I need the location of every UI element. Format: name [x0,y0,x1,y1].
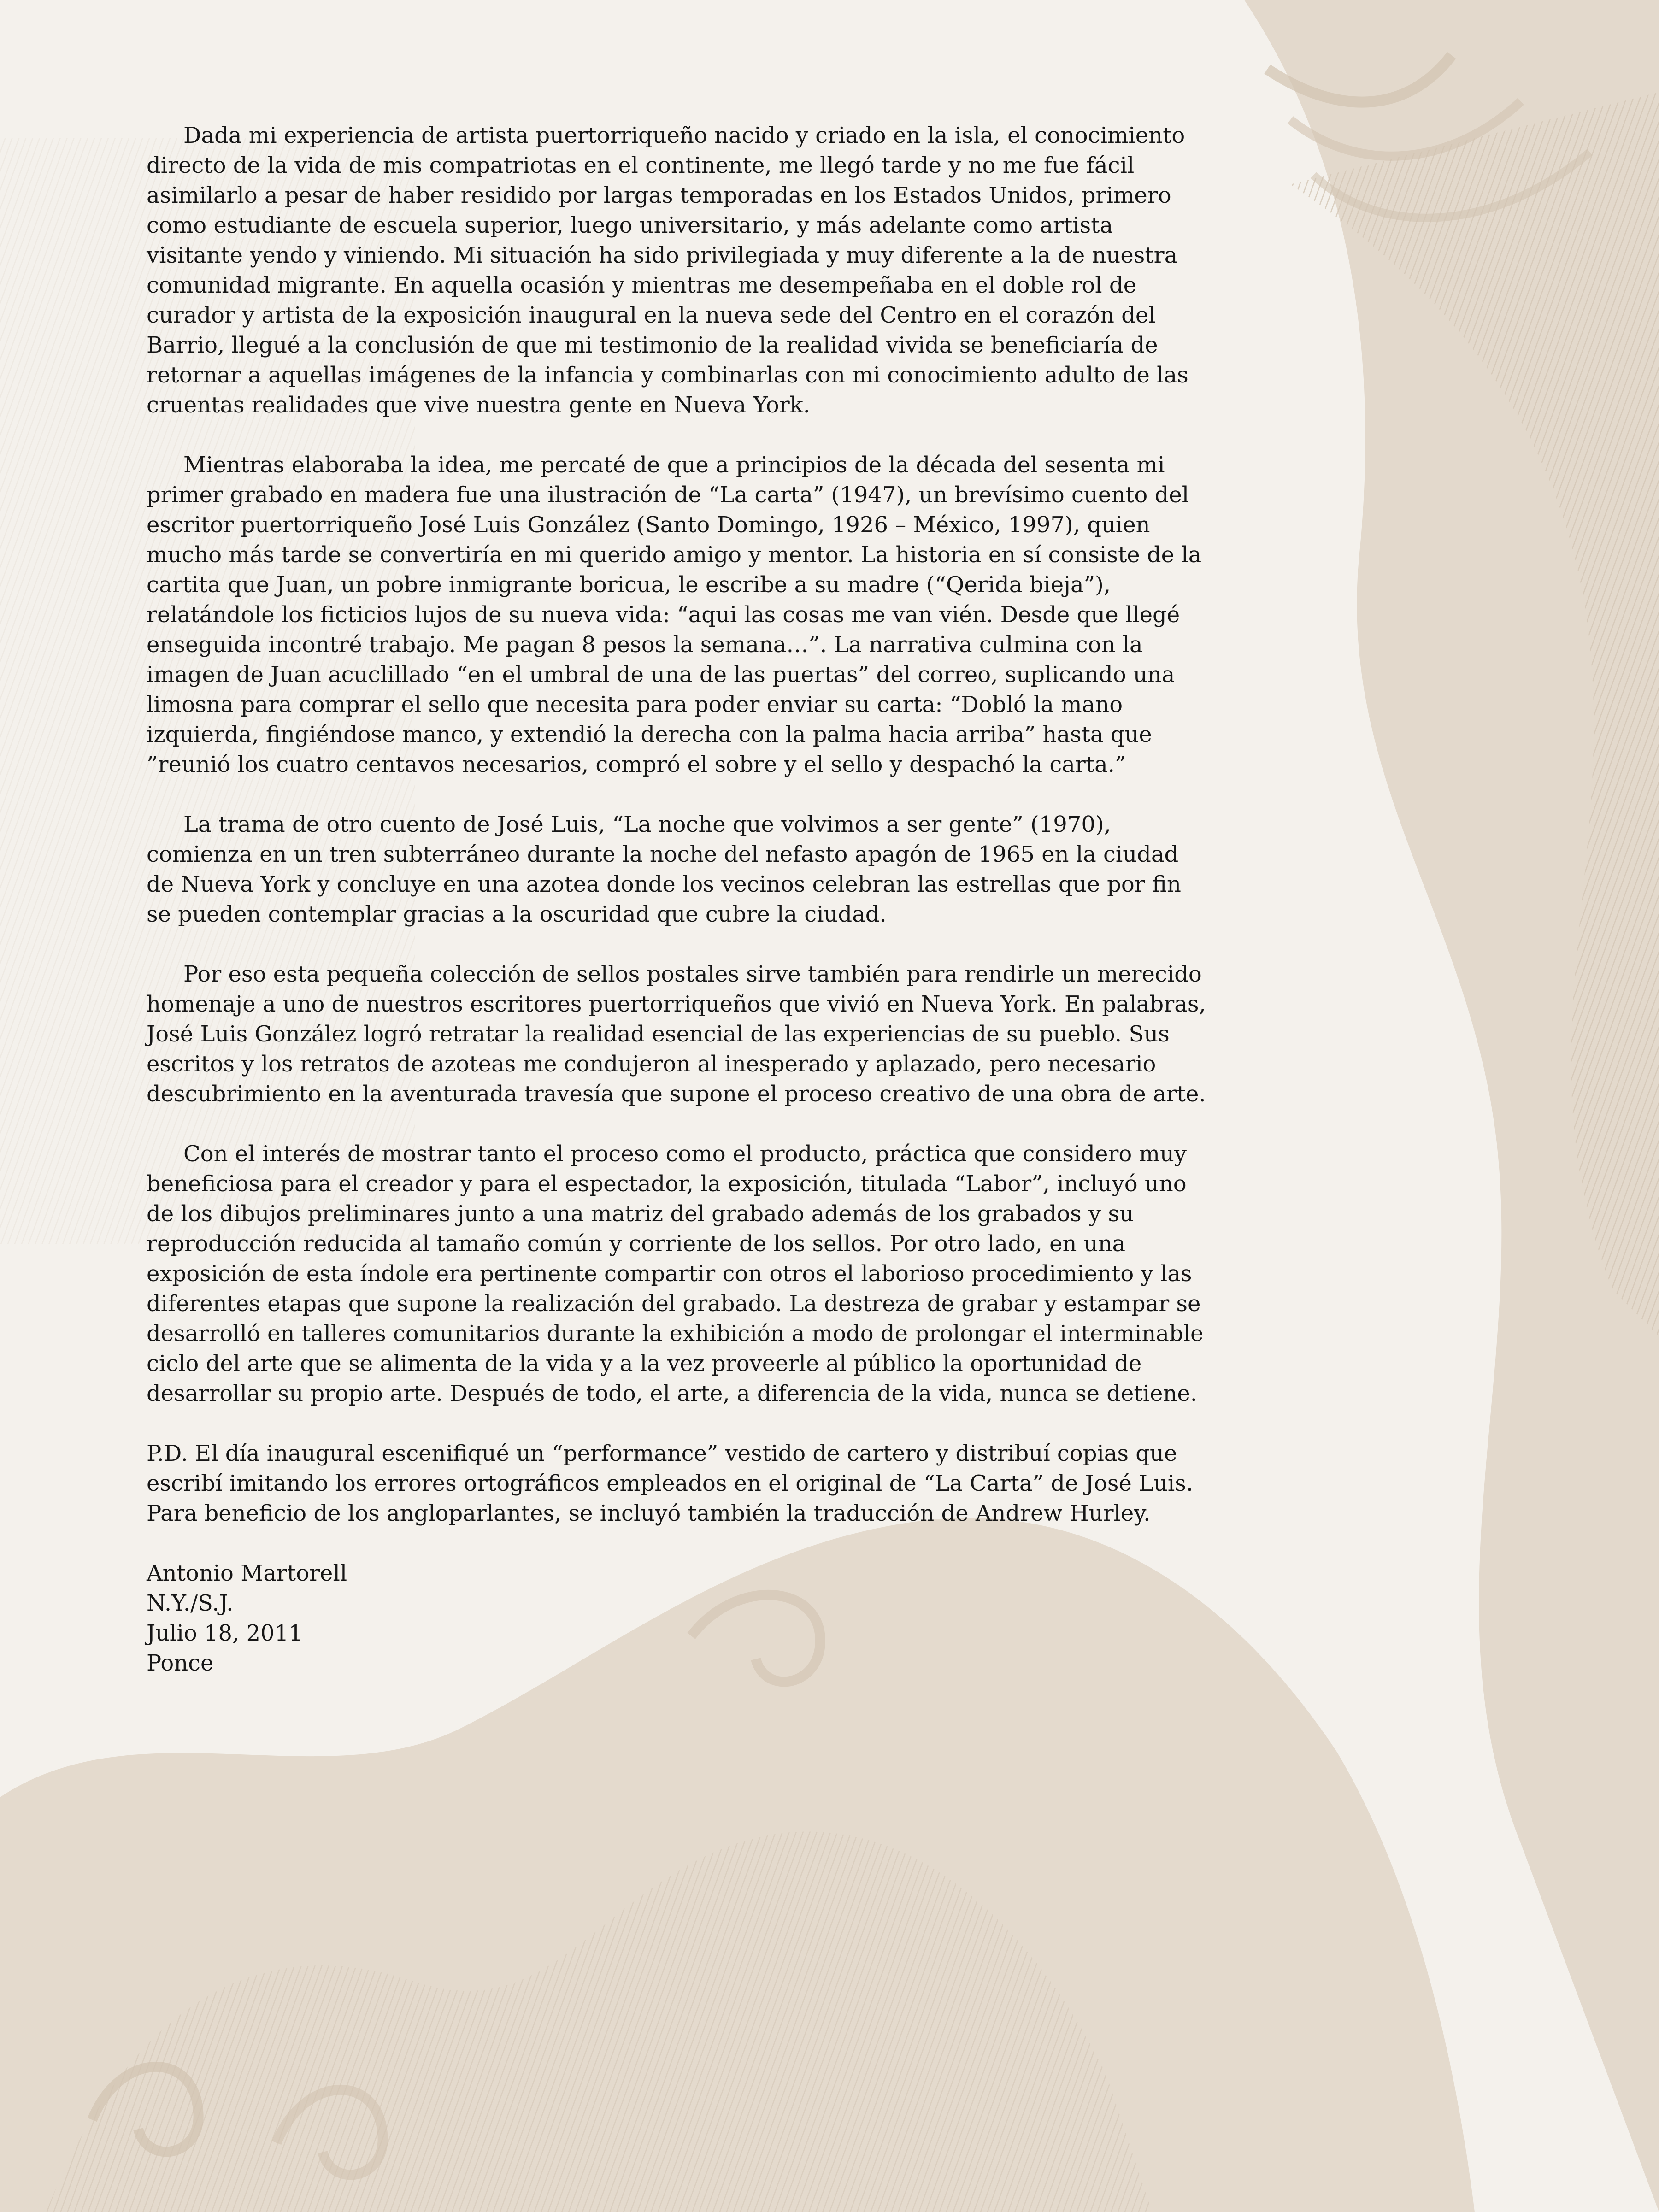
paragraph-5: Con el interés de mostrar tanto el proceso como el producto, práctica que considero muy beneficiosa para el creador y para el espectador, la exposición, titulada “Labor”, incluyó uno de los dibujos preliminares junto a una matriz del grabado además de los grabados y su reproducción reducida al tamaño común y corriente de los sellos. Por otro lado, en una exposición de esta índole era pertinente compartir con otros el laborioso procedimiento y las diferentes etapas que supone la realización del grabado. La destreza de grabar y estampar se desarrolló en talleres comunitarios durante la exhibición a modo de prolongar el interminable ciclo del arte que se alimenta de la vida y a la vez proveerle al público la oportunidad de desarrollar su propio arte. Después de todo, el arte, a diferencia de la vida, nunca se detiene. [147,1141,1204,1406]
paragraph-2: Mientras elaboraba la idea, me percaté de que a principios de la década del sesenta mi primer grabado en madera fue una ilustración de “La carta” (1947), un brevísimo cuento del escritor puertorriqueño José Luis González (Santo Domingo, 1926 – México, 1997), quien mucho más tarde se convertiría en mi querido amigo y mentor. La historia en sí consiste de la cartita que Juan, un pobre inmigrante boricua, le escribe a su madre (“Qerida bieja”), relatándole los ficticios lujos de su nueva vida: “aqui las cosas me van vién. Desde que llegé enseguida incontré trabajo. Me pagan 8 pesos la semana…”. La narrativa culmina con la imagen de Juan acuclillado “en el umbral de una de las puertas” del correo, suplicando una limosna para comprar el sello que necesita para poder enviar su carta: “Dobló la mano izquierda, fingiéndose manco, y extendió la derecha con la palma hacia arriba” hasta que ”reunió los cuatro centavos necesarios, compró el sobre y el sello y despachó la carta.” [147,452,1202,777]
paragraph-4: Por eso esta pequeña colección de sellos postales sirve también para rendirle un merecido homenaje a uno de nuestros escritores puertorriqueños que vivió en Nueva York. En palabras, José Luis González logró retratar la realidad esencial de las experiencias de su pueblo. Sus escritos y los retratos de azoteas me condujeron al inesperado y aplazado, pero necesario descubrimiento en la aventurada travesía que supone el proceso creativo de una obra de arte. [147,961,1206,1107]
paragraph-1: Dada mi experiencia de artista puertorriqueño nacido y criado en la isla, el conocimiento directo de la vida de mis compatriotas en el continente, me llegó tarde y no me fue fácil asimilarlo a pesar de haber residido por largas temporadas en los Estados Unidos, primero como estudiante de escuela superior, luego universitario, y más adelante como artista visitante yendo y viniendo. Mi situación ha sido privilegiada y muy diferente a la de nuestra comunidad migrante. En aquella ocasión y mientras me desempeñaba en el doble rol de curador y artista de la exposición inaugural en la nueva sede del Centro en el corazón del Barrio, llegué a la conclusión de que mi testimonio de la realidad vivida se beneficiaría de retornar a aquellas imágenes de la infancia y combinarlas con mi conocimiento adulto de las cruentas realidades que vive nuestra gente en Nueva York. [147,123,1188,418]
signature-name: Antonio Martorell [147,1560,347,1586]
postscript: P.D. El día inaugural escenifiqué un “performance” vestido de cartero y distribuí copias que escribí imitando los errores ortográficos empleados en el original de “La Carta” de José Luis. Para beneficio de los angloparlantes, se incluyó también la traducción de Andrew Hurley. [147,1441,1194,1526]
signature-city: Ponce [147,1650,214,1676]
document-body [147,121,1211,1678]
signature-date: Julio 18, 2011 [147,1620,303,1646]
paragraph-3: La trama de otro cuento de José Luis, “La noche que volvimos a ser gente” (1970), comienza en un tren subterráneo durante la noche del nefasto apagón de 1965 en la ciudad de Nueva York y concluye en una azotea donde los vecinos celebran las estrellas que por fin se pueden contemplar gracias a la oscuridad que cubre la ciudad. [147,812,1181,927]
signature-block [147,1559,1211,1678]
signature-location: N.Y./S.J. [147,1590,234,1616]
